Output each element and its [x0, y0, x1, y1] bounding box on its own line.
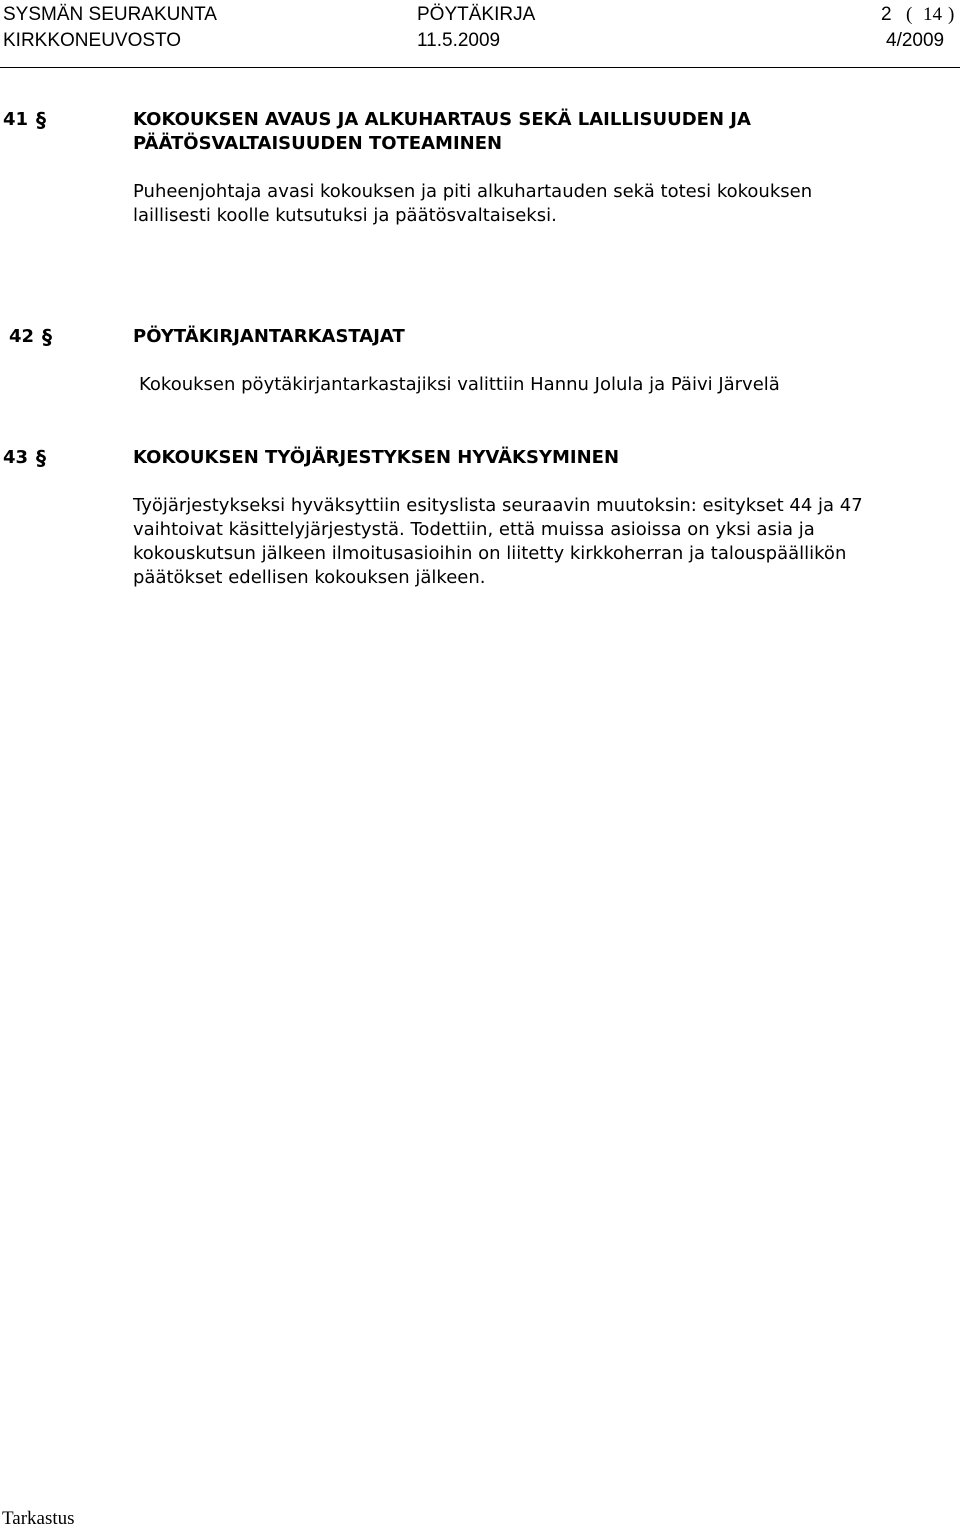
header-page-close: ): [948, 4, 955, 25]
section-body-line: vaihtoivat käsittelyjärjestystä. Todettiin, että muissa asioissa on yksi asia ja: [133, 519, 815, 540]
footer-label: Tarkastus: [2, 1508, 75, 1529]
section-number: 42: [9, 326, 35, 347]
section-body-line: Kokouksen pöytäkirjantarkastajiksi valittiin Hannu Jolula ja Päivi Järvelä: [139, 374, 780, 395]
section-body-line: laillisesti koolle kutsutuksi ja päätösvaltaiseksi.: [133, 205, 557, 226]
header-page-total: 14: [923, 4, 942, 25]
section-sign-icon: §: [42, 325, 52, 349]
section-body-line: Puheenjohtaja avasi kokouksen ja piti alkuhartauden sekä totesi kokouksen: [133, 181, 813, 202]
section-sign-icon: §: [36, 446, 46, 470]
section-body-line: kokouskutsun jälkeen ilmoitusasioihin on liitetty kirkkoherran ja talouspäällikön: [133, 543, 847, 564]
header-date: 11.5.2009: [417, 30, 501, 51]
section-title: KOKOUKSEN AVAUS JA ALKUHARTAUS SEKÄ LAILLISUUDEN JA: [133, 109, 751, 130]
header-meeting-number: 4/2009: [886, 30, 945, 51]
section-number: 43: [3, 447, 29, 468]
header-doc-type: PÖYTÄKIRJA: [417, 4, 536, 25]
section-title: KOKOUKSEN TYÖJÄRJESTYKSEN HYVÄKSYMINEN: [133, 447, 620, 468]
header-page-number: 2: [881, 4, 892, 25]
section-title: PÖYTÄKIRJANTARKASTAJAT: [133, 326, 405, 347]
header-body: KIRKKONEUVOSTO: [3, 30, 182, 51]
header-org: SYSMÄN SEURAKUNTA: [3, 4, 217, 25]
header-divider: [0, 67, 960, 68]
header-page-open: (: [906, 4, 913, 25]
section-body-line: päätökset edellisen kokouksen jälkeen.: [133, 567, 486, 588]
section-number: 41: [3, 109, 29, 130]
section-sign-icon: §: [36, 108, 46, 132]
section-body-line: Työjärjestykseksi hyväksyttiin esityslista seuraavin muutoksin: esitykset 44 ja 47: [133, 495, 863, 516]
section-title: PÄÄTÖSVALTAISUUDEN TOTEAMINEN: [133, 133, 503, 154]
